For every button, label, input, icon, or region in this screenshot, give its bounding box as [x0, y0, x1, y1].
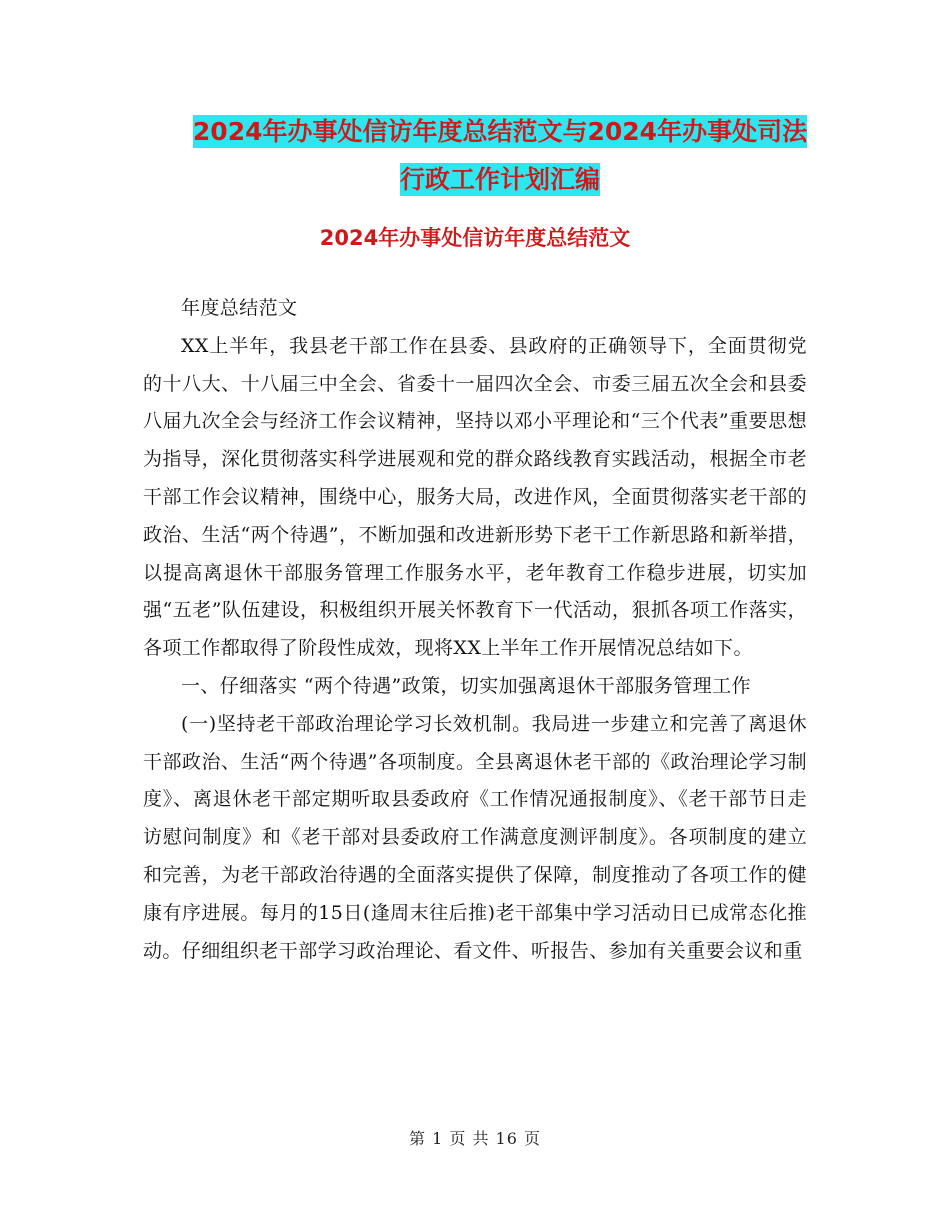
document-body — [143, 290, 807, 970]
paragraph-heading-1: 一、仔细落实 “两个待遇”政策，切实加强离退休干部服务管理工作 — [181, 674, 751, 697]
document-title-line2: 行政工作计划汇编 — [399, 165, 600, 194]
document-title-line1: 2024年办事处信访年度总结范文与2024年办事处司法 — [192, 117, 808, 146]
paragraph-intro: XX上半年，我县老干部工作在县委、县政府的正确领导下，全面贯彻党的十八大、十八届三中全会、省委十一届四次全会、市委三届五次全会和县委八届九次全会与经济工作会议精神，坚持以邓小平理论和“三个代表”重要思想为指导，深化贯彻落实科学进展观和党的群众路线教育实践活动，根据全市老干部工作会议精神，围绕中心，服务大局，改进作风，全面贯彻落实老干部的政治、生活“两个待遇”，不断加强和改进新形势下老干工作新思路和新举措，以提高离退休干部服务管理工作服务水平，老年教育工作稳步进展，切实加强“五老”队伍建设，积极组织开展关怀教育下一代活动，狠抓各项工作落实，各项工作都取得了阶段性成效，现将XX上半年工作开展情况总结如下。 — [143, 334, 807, 660]
paragraph-subtitle: 年度总结范文 — [181, 297, 298, 319]
document-title — [140, 108, 860, 204]
section-title: 2024年办事处信访年度总结范文 — [319, 226, 631, 250]
page-footer: 第 1 页 共 16 页 — [409, 1129, 541, 1148]
paragraph-item-1: (一)坚持老干部政治理论学习长效机制。我局进一步建立和完善了离退休干部政治、生活“两个待遇”各项制度。全县离退休老干部的《政治理论学习制度》、离退休老干部定期听取县委政府《工作情况通报制度》、《老干部节日走访慰问制度》和《老干部对县委政府工作满意度测评制度》。各项制度的建立和完善，为老干部政治待遇的全面落实提供了保障，制度推动了各项工作的健康有序进展。每月的15日(逢周末往后推)老干部集中学习活动日已成常态化推动。仔细组织老干部学习政治理论、看文件、听报告、参加有关重要会议和重 — [143, 712, 807, 962]
